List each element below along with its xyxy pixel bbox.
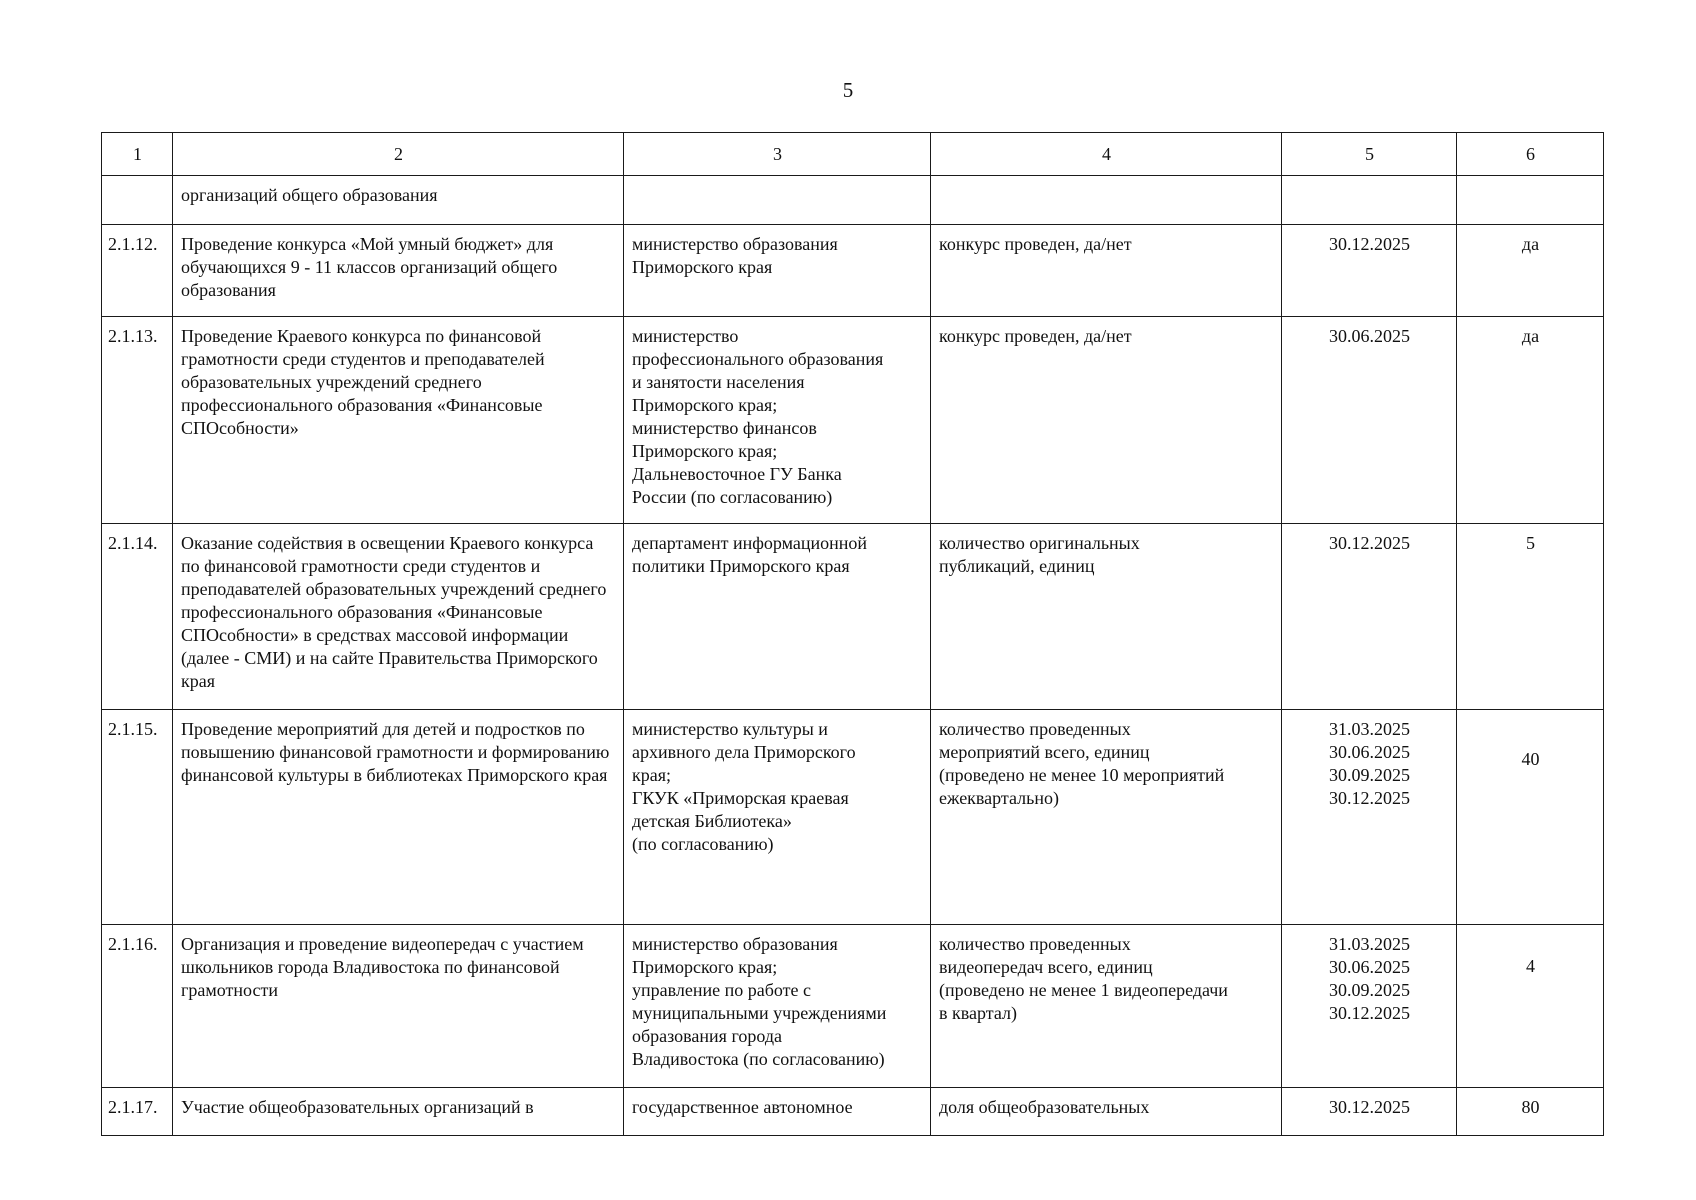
cell-value: да	[1457, 317, 1604, 524]
executor-line: министерство образования	[632, 934, 838, 954]
executor-line: министерство образования	[632, 234, 838, 254]
executor-line: министерство финансов	[632, 418, 817, 438]
cell-name: Проведение конкурса «Мой умный бюджет» для обучающихся 9 - 11 классов организаций общего образования	[173, 225, 624, 317]
date-line: 30.12.2025	[1329, 1003, 1410, 1023]
date-line: 30.12.2025	[1329, 234, 1410, 254]
cell-indicator	[931, 524, 1282, 710]
date-line: 30.06.2025	[1329, 742, 1410, 762]
cell-executor	[624, 710, 931, 925]
cell-name: Проведение Краевого конкурса по финансовой грамотности среди студентов и преподавателей образовательных учреждений среднего профессионального образования «Финансовые СПОсобности»	[173, 317, 624, 524]
executor-line: образования города	[632, 1026, 783, 1046]
plan-table	[101, 132, 1604, 1136]
cell-indicator	[931, 1088, 1282, 1136]
cell-num: 2.1.12.	[102, 225, 173, 317]
table-row	[102, 225, 1604, 317]
cell-name: Организация и проведение видеопередач с участием школьников города Владивостока по финансовой грамотности	[173, 925, 624, 1088]
executor-line: политики Приморского края	[632, 556, 850, 576]
cell-executor	[624, 1088, 931, 1136]
indicator-line: количество проведенных	[939, 719, 1131, 739]
date-line: 30.06.2025	[1329, 957, 1410, 977]
cell-num: 2.1.16.	[102, 925, 173, 1088]
executor-line: Дальневосточное ГУ Банка	[632, 464, 842, 484]
date-line: 30.09.2025	[1329, 765, 1410, 785]
executor-line: государственное автономное	[632, 1097, 853, 1117]
indicator-line: количество оригинальных	[939, 533, 1140, 553]
cell-executor	[624, 176, 931, 225]
cell-name: Участие общеобразовательных организаций в	[173, 1088, 624, 1136]
header-cell-3: 3	[624, 133, 931, 176]
cell-indicator	[931, 317, 1282, 524]
executor-line: Приморского края	[632, 257, 773, 277]
indicator-line: количество проведенных	[939, 934, 1131, 954]
cell-date	[1282, 710, 1457, 925]
table-row	[102, 317, 1604, 524]
header-cell-5: 5	[1282, 133, 1457, 176]
date-line: 30.06.2025	[1329, 326, 1410, 346]
executor-line: управление по работе с	[632, 980, 811, 1000]
executor-line: муниципальными учреждениями	[632, 1003, 887, 1023]
cell-date	[1282, 317, 1457, 524]
cell-date	[1282, 225, 1457, 317]
date-line: 30.12.2025	[1329, 533, 1410, 553]
cell-num: 2.1.14.	[102, 524, 173, 710]
indicator-line: видеопередач всего, единиц	[939, 957, 1153, 977]
indicator-line: доля общеобразовательных	[939, 1097, 1150, 1117]
executor-line: Приморского края;	[632, 441, 778, 461]
indicator-line: конкурс проведен, да/нет	[939, 326, 1132, 346]
cell-num: 2.1.13.	[102, 317, 173, 524]
executor-line: архивного дела Приморского	[632, 742, 856, 762]
cell-name: организаций общего образования	[173, 176, 624, 225]
cell-num: 2.1.15.	[102, 710, 173, 925]
cell-value: 80	[1457, 1088, 1604, 1136]
cell-date	[1282, 524, 1457, 710]
executor-line: министерство культуры и	[632, 719, 828, 739]
cell-num: 2.1.17.	[102, 1088, 173, 1136]
header-cell-1: 1	[102, 133, 173, 176]
table-row	[102, 925, 1604, 1088]
date-line: 30.12.2025	[1329, 1097, 1410, 1117]
cell-name: Проведение мероприятий для детей и подростков по повышению финансовой грамотности и формированию финансовой культуры в библиотеках Приморского края	[173, 710, 624, 925]
indicator-line: мероприятий всего, единиц	[939, 742, 1150, 762]
executor-line: детская Библиотека»	[632, 811, 792, 831]
cell-executor	[624, 317, 931, 524]
executor-line: края;	[632, 765, 672, 785]
table-header-row	[102, 133, 1604, 176]
date-line: 31.03.2025	[1329, 719, 1410, 739]
cell-executor	[624, 225, 931, 317]
table-row	[102, 1088, 1604, 1136]
cell-value: да	[1457, 225, 1604, 317]
cell-value	[1457, 925, 1604, 1088]
indicator-line: конкурс проведен, да/нет	[939, 234, 1132, 254]
value-text: 4	[1526, 956, 1535, 976]
cell-value	[1457, 710, 1604, 925]
executor-line: министерство	[632, 326, 739, 346]
indicator-line: (проведено не менее 10 мероприятий	[939, 765, 1225, 785]
executor-line: Приморского края;	[632, 957, 778, 977]
date-line: 30.12.2025	[1329, 788, 1410, 808]
indicator-line: (проведено не менее 1 видеопередачи	[939, 980, 1228, 1000]
indicator-line: публикаций, единиц	[939, 556, 1095, 576]
cell-date	[1282, 1088, 1457, 1136]
cell-executor	[624, 925, 931, 1088]
cell-executor	[624, 524, 931, 710]
date-line: 30.09.2025	[1329, 980, 1410, 1000]
cell-indicator	[931, 225, 1282, 317]
cell-indicator	[931, 710, 1282, 925]
value-text: 40	[1521, 749, 1540, 769]
executor-line: профессионального образования	[632, 349, 884, 369]
cell-indicator	[931, 925, 1282, 1088]
header-cell-4: 4	[931, 133, 1282, 176]
cell-date	[1282, 176, 1457, 225]
indicator-line: в квартал)	[939, 1003, 1017, 1023]
table-row-continuation	[102, 176, 1604, 225]
executor-line: Владивостока (по согласованию)	[632, 1049, 885, 1069]
cell-indicator	[931, 176, 1282, 225]
executor-line: департамент информационной	[632, 533, 868, 553]
cell-num	[102, 176, 173, 225]
executor-line: Приморского края;	[632, 395, 778, 415]
cell-value: 5	[1457, 524, 1604, 710]
page-number: 5	[842, 78, 854, 102]
header-cell-6: 6	[1457, 133, 1604, 176]
indicator-line: ежеквартально)	[939, 788, 1059, 808]
executor-line: (по согласованию)	[632, 834, 774, 854]
table-row	[102, 524, 1604, 710]
date-line: 31.03.2025	[1329, 934, 1410, 954]
table-row	[102, 710, 1604, 925]
executor-line: и занятости населения	[632, 372, 805, 392]
header-cell-2: 2	[173, 133, 624, 176]
cell-date	[1282, 925, 1457, 1088]
cell-name: Оказание содействия в освещении Краевого конкурса по финансовой грамотности среди студентов и преподавателей образовательных учреждений среднего профессионального образования «Финансовые СПОсобности» в средствах массовой информации (далее - СМИ) и на сайте Правительства Приморского края	[173, 524, 624, 710]
executor-line: России (по согласованию)	[632, 487, 833, 507]
executor-line: ГКУК «Приморская краевая	[632, 788, 849, 808]
cell-value	[1457, 176, 1604, 225]
